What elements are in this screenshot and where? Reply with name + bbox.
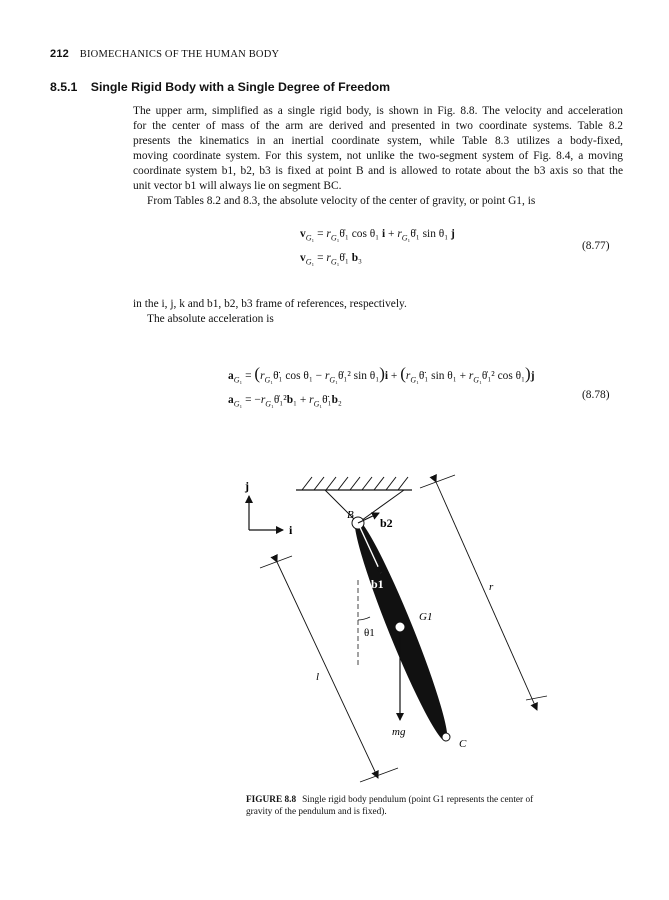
paragraph-line: coordinate system b1, b2, b3 is fixed at point B and is allowed to rotate about the b3 axis so that the (133, 165, 623, 177)
label-b1: b1 (371, 577, 384, 591)
l-extension-top (260, 556, 292, 568)
label-mg: mg (392, 726, 406, 738)
equation-877-line2: $v_{G_1}$ = $r_{G_1}\thetȧ_1$ b₃ (300, 252, 363, 267)
r-dimension (436, 482, 537, 710)
label-r: r (489, 581, 494, 593)
label-theta1: θ1 (364, 627, 375, 639)
label-b2: b2 (380, 516, 393, 530)
equation-number-877: (8.77) (582, 240, 610, 252)
page-number: 212 (50, 48, 69, 60)
equation-878-line1: $a_{G_1}$ = ($r_{G_1}\thetä_1$ $\cos \theta_1 - r_{G_1}\thetȧ_1^2$ $\sin \theta_1)i + (r_{G_1}\thetä_1$ $\sin \theta_1 + r_{G_1}\thetȧ_1^2$ cos θ₁)j (228, 364, 535, 385)
equation-877-line1: $v_{G_1}$ = $r_{G_1}\thetȧ_1$ cos θ₁ $i + r_{G_1}\thetȧ_1$ sin θ₁ j (300, 228, 455, 243)
fixed-support-icon (296, 477, 412, 523)
theta-arc (358, 617, 370, 620)
figure-caption-text: Single rigid body pendulum (point G1 represents the center of gravity of the pendulum and is fixed). (246, 795, 534, 817)
label-G1: G1 (419, 611, 433, 623)
label-i: i (289, 523, 293, 537)
label-j: j (245, 479, 249, 493)
running-title: BIOMECHANICS OF THE HUMAN BODY (79, 49, 280, 60)
section-number: 8.5.1 (50, 80, 78, 94)
equation-number-878: (8.78) (582, 389, 610, 401)
label-B: B (347, 509, 354, 521)
l-extension-bottom (360, 768, 398, 782)
r-extension-bottom (526, 696, 547, 700)
end-point-c (442, 733, 450, 741)
paragraph-line: unit vector b1 will always lie on segment BC. (133, 180, 342, 192)
figure-caption (246, 794, 542, 818)
paragraph-line: The upper arm, simplified as a single rigid body, is shown in Fig. 8.8. The velocity and acceleration (133, 105, 623, 117)
axes-icon (249, 496, 283, 530)
figure-caption-label: FIGURE 8.8 (246, 795, 297, 805)
equation-878-line2: $a_{G_1}$ = $-r_{G_1}\thetȧ_1^2b_1$ + $r_{G_1}\thetä_1b_2$ (228, 394, 342, 409)
paragraph-line: From Tables 8.2 and 8.3, the absolute velocity of the center of gravity, or point G1, is (147, 195, 536, 207)
paragraph-line: for the center of mass of the arm are derived and presented in two coordinate systems. Table 8.2 (133, 120, 623, 132)
l-dimension (277, 562, 378, 778)
paragraph-line: The absolute acceleration is (147, 313, 274, 325)
center-of-gravity-g1 (395, 622, 405, 632)
label-l: l (316, 671, 320, 683)
paragraph-line: in the i, j, k and b1, b2, b3 frame of references, respectively. (133, 298, 407, 310)
section-title: Single Rigid Body with a Single Degree of Freedom (90, 80, 391, 94)
paragraph-line: moving coordinate system. For this system, not unlike the two-segment system of Fig. 8.4, a moving (133, 150, 623, 162)
label-C: C (459, 738, 467, 750)
paragraph-line: presents the kinematics in an inertial coordinate system, while Table 8.3 utilizes a body-fixed, (133, 135, 623, 147)
